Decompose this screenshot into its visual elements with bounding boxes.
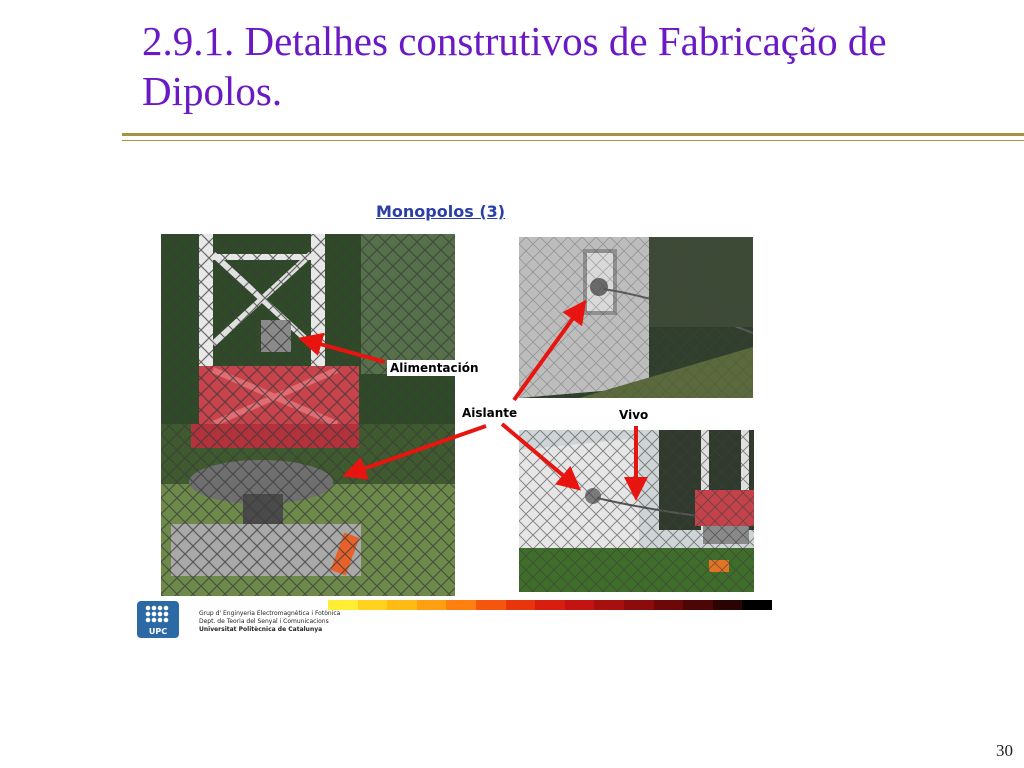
credits-line2: Dept. de Teoria del Senyal i Comunicacions bbox=[199, 618, 329, 625]
color-strip-segment bbox=[328, 600, 358, 610]
color-strip-segment bbox=[683, 600, 713, 610]
color-strip-segment bbox=[565, 600, 595, 610]
color-strip-segment bbox=[742, 600, 772, 610]
color-strip-segment bbox=[535, 600, 565, 610]
slide-title: 2.9.1. Detalhes construtivos de Fabricação de Dipolos. bbox=[142, 18, 887, 114]
color-strip-segment bbox=[476, 600, 506, 610]
upc-logo bbox=[137, 601, 179, 638]
credits bbox=[199, 610, 340, 634]
color-strip-segment bbox=[446, 600, 476, 610]
color-strip-segment bbox=[713, 600, 743, 610]
figure-heading: Monopolos (3) bbox=[376, 202, 506, 221]
color-strip-segment bbox=[594, 600, 624, 610]
color-strip-segment bbox=[654, 600, 684, 610]
color-strip-segment bbox=[506, 600, 536, 610]
arrow-aislante-left bbox=[346, 426, 486, 475]
color-strip-segment bbox=[387, 600, 417, 610]
arrow-aislante-top bbox=[514, 303, 584, 400]
label-alimentacion: Alimentación bbox=[387, 360, 482, 376]
page-number: 30 bbox=[996, 741, 1013, 760]
arrow-aislante-bottom bbox=[502, 424, 578, 488]
color-strip bbox=[328, 600, 772, 610]
credits-line1: Grup d' Enginyeria Electromagnètica i Fotònica bbox=[199, 610, 341, 617]
upc-logo-text: UPC bbox=[148, 627, 168, 636]
color-strip-segment bbox=[417, 600, 447, 610]
arrow-alimentacion bbox=[302, 339, 385, 362]
color-strip-segment bbox=[358, 600, 388, 610]
credits-line3: Universitat Politècnica de Catalunya bbox=[199, 626, 323, 633]
label-aislante: Aislante bbox=[462, 406, 518, 420]
color-strip-segment bbox=[624, 600, 654, 610]
label-vivo: Vivo bbox=[619, 408, 649, 422]
